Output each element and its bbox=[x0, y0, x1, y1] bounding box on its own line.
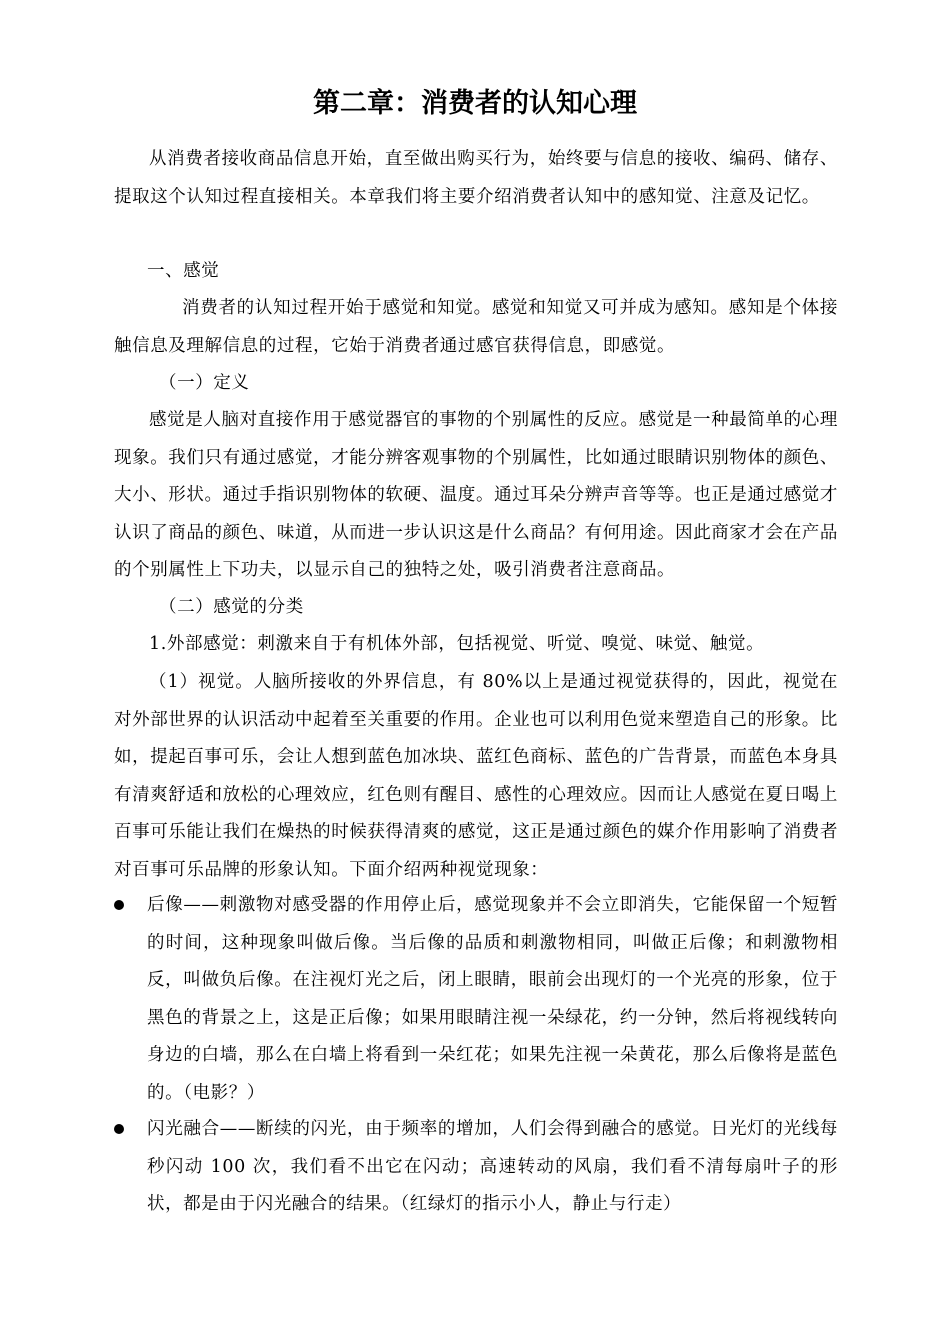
list-item-text: 闪光融合——断续的闪光，由于频率的增加，人们会得到融合的感觉。日光灯的光线每秒闪动 100 次，我们看不出它在闪动；高速转动的风扇，我们看不清每扇叶子的形状，都是由于闪光融合的结果。（红绿灯的指示小人，静止与行走） bbox=[147, 1119, 838, 1214]
list-item-text: 后像——刺激物对感受器的作用停止后，感觉现象并不会立即消失，它能保留一个短暂的时间，这种现象叫做后像。当后像的品质和刺激物相同，叫做正后像；和刺激物相反，叫做负后像。在注视灯光之后，闭上眼睛，眼前会出现灯的一个光亮的形象，位于黑色的背景之上，这是正后像；如果用眼睛注视一朵绿花，约一分钟，然后将视线转向身边的白墙，那么在白墙上将看到一朵红花；如果先注视一朵黄花，那么后像将是蓝色的。（电影？） bbox=[147, 895, 838, 1103]
bullet-icon bbox=[114, 1124, 124, 1134]
list-item bbox=[114, 887, 838, 1112]
vision-paragraph: （1）视觉。人脑所接收的外界信息，有 80%以上是通过视觉获得的，因此，视觉在对外部世界的认识活动中起着至关重要的作用。企业也可以利用色觉来塑造自己的形象。比如，提起百事可乐，会让人想到蓝色加冰块、蓝红色商标、蓝色的广告背景，而蓝色本身具有清爽舒适和放松的心理效应，红色则有醒目、感性的心理效应。因而让人感觉在夏日喝上百事可乐能让我们在燥热的时候获得清爽的感觉，这正是通过颜色的媒介作用影响了消费者对百事可乐品牌的形象认知。下面介绍两种视觉现象： bbox=[114, 672, 838, 880]
external-sensation-line: 1.外部感觉：刺激来自于有机体外部，包括视觉、听觉、嗅觉、味觉、触觉。 bbox=[149, 634, 765, 654]
subsection-heading-classification: （二）感觉的分类 bbox=[159, 597, 304, 617]
section-heading-sensation: 一、感觉 bbox=[147, 261, 220, 281]
page-title: 第二章：消费者的认知心理 bbox=[313, 88, 637, 119]
intro-paragraph: 从消费者接收商品信息开始，直至做出购买行为，始终要与信息的接收、编码、储存、提取这个认知过程直接相关。本章我们将主要介绍消费者认知中的感知觉、注意及记忆。 bbox=[114, 149, 838, 207]
bullet-icon bbox=[114, 900, 124, 910]
definition-paragraph: 感觉是人脑对直接作用于感觉器官的事物的个别属性的反应。感觉是一种最简单的心理现象。我们只有通过感觉，才能分辨客观事物的个别属性，比如通过眼睛识别物体的颜色、大小、形状。通过手指识别物体的软硬、温度。通过耳朵分辨声音等等。也正是通过感觉才认识了商品的颜色、味道，从而进一步认识这是什么商品？有何用途。因此商家才会在产品的个别属性上下功夫，以显示自己的独特之处，吸引消费者注意商品。 bbox=[114, 410, 838, 580]
list-item bbox=[114, 1111, 838, 1224]
section-paragraph-sensation: 消费者的认知过程开始于感觉和知觉。感觉和知觉又可并成为感知。感知是个体接触信息及理解信息的过程，它始于消费者通过感官获得信息，即感觉。 bbox=[114, 298, 838, 356]
subsection-heading-definition: （一）定义 bbox=[159, 373, 250, 393]
